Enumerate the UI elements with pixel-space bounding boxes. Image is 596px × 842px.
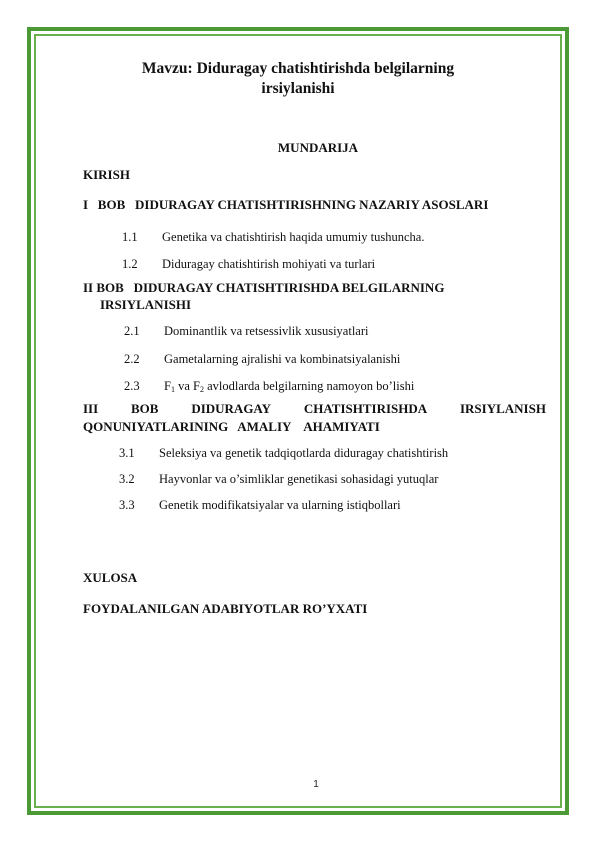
f1-subscript: 1 [170, 385, 175, 394]
chapter3-heading-line-1 [83, 401, 546, 417]
chapter2-heading-line-2: IRSIYLANISHI [100, 297, 192, 312]
toc-item-text: Dominantlik va retsessivlik xususiyatlari [164, 324, 369, 338]
heading-word: BOB [131, 401, 159, 416]
contents-heading: MUNDARIJA [277, 140, 359, 155]
toc-item-number: 2.3 [124, 379, 140, 393]
toc-item-text: Seleksiya va genetik tadqiqotlarda diduragay chatishtirish [159, 446, 449, 460]
toc-item-text: Hayvonlar va o’simliklar genetikasi sohasidagi yutuqlar [159, 472, 439, 486]
heading-word: DIDURAGAY [191, 401, 272, 416]
chapter1-heading: I BOB DIDURAGAY CHATISHTIRISHNING NAZARIY ASOSLARI [83, 197, 489, 212]
chapter3-heading-line-2: QONUNIYATLARINING AMALIY AHAMIYATI [83, 419, 380, 434]
page-number: 1 [313, 779, 319, 790]
toc-item-number: 1.2 [122, 257, 138, 271]
toc-item-text [164, 379, 414, 394]
toc-item-text: Genetika va chatishtirish haqida umumiy tushuncha. [162, 230, 425, 244]
intro-heading: KIRISH [83, 167, 130, 182]
toc-item-text: Genetik modifikatsiyalar va ularning istiqbollari [159, 498, 401, 512]
toc-item-number: 3.1 [119, 446, 135, 460]
f2-symbol: va F [174, 379, 200, 393]
toc-item-number: 2.1 [124, 324, 140, 338]
heading-word: CHATISHTIRISHDA [303, 401, 428, 416]
chapter2-heading-line-1: II BOB DIDURAGAY CHATISHTIRISHDA BELGILARNING [83, 280, 445, 295]
toc-item-number: 3.3 [119, 498, 135, 512]
toc-item-text: Gametalarning ajralishi va kombinatsiyalanishi [164, 352, 401, 366]
toc-item-number: 2.2 [124, 352, 140, 366]
toc-item-number: 3.2 [119, 472, 135, 486]
toc-item-number: 1.1 [122, 230, 138, 244]
f1-symbol: F [164, 379, 171, 393]
f2-subscript: 2 [199, 385, 204, 394]
title-line-1: Mavzu: Diduragay chatishtirishda belgilarning [141, 60, 455, 77]
conclusion-heading: XULOSA [83, 570, 138, 585]
heading-word: III [83, 401, 99, 416]
title-line-2: irsiylanishi [261, 80, 335, 97]
references-heading: FOYDALANILGAN ADABIYOTLAR RO’YXATI [83, 601, 368, 616]
toc-item-text: Diduragay chatishtirish mohiyati va turlari [162, 257, 376, 271]
toc-item-text-rest: avlodlarda belgilarning namoyon bo’lishi [203, 379, 415, 393]
heading-word: IRSIYLANISH [459, 401, 546, 416]
